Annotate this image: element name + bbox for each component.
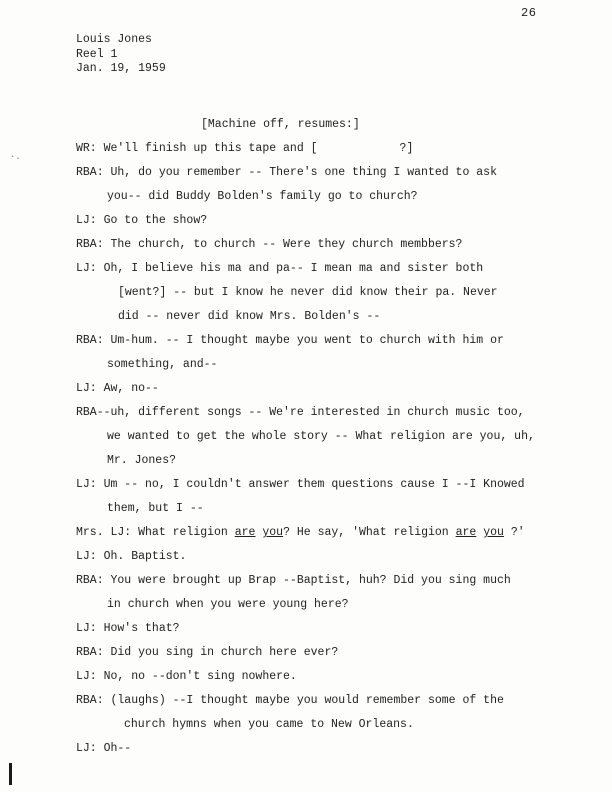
underlined-word: are xyxy=(455,526,477,539)
line-text: ?] xyxy=(399,142,414,155)
transcript-line: RBA: Did you sing in church here ever? xyxy=(76,646,339,659)
transcript-line: RBA--uh, different songs -- We're interested in church music too, xyxy=(76,406,525,419)
transcript-line: LJ: Oh-- xyxy=(76,742,132,755)
transcript-line: RBA: (laughs) --I thought maybe you would remember some of the xyxy=(76,694,504,707)
transcript-line: LJ: No, no --don't sing nowhere. xyxy=(76,670,297,683)
underlined-word: you xyxy=(262,526,284,539)
transcript-line: LJ: Aw, no-- xyxy=(76,382,159,395)
interviewee-name: Louis Jones xyxy=(76,33,152,46)
transcript-line: we wanted to get the whole story -- What religion are you, uh, xyxy=(107,430,535,443)
transcript-line: Mr. Jones? xyxy=(107,454,177,467)
transcript-line: them, but I -- xyxy=(107,502,204,515)
transcript-line: in church when you were young here? xyxy=(107,598,349,611)
underlined-word: are xyxy=(234,526,256,539)
transcript-line: RBA: The church, to church -- Were they church membbers? xyxy=(76,238,463,251)
transcript-line: RBA: You were brought up Brap --Baptist, huh? Did you sing much xyxy=(76,574,511,587)
scan-speck: ·. xyxy=(10,152,21,162)
transcript-line xyxy=(76,142,413,155)
transcript-line: RBA: Um-hum. -- I thought maybe you went to church with him or xyxy=(76,334,504,347)
line-text: Mrs. LJ: What religion xyxy=(76,526,235,539)
transcript-line xyxy=(76,526,525,539)
transcript-header xyxy=(76,33,166,77)
line-text: ? He say, 'What religion xyxy=(283,526,456,539)
transcript-line: church hymns when you came to New Orleans. xyxy=(124,718,414,731)
transcript-line: LJ: Oh, I believe his ma and pa-- I mean ma and sister both xyxy=(76,262,484,275)
transcript-line: did -- never did know Mrs. Bolden's -- xyxy=(118,310,381,323)
transcript-line: RBA: Uh, do you remember -- There's one thing I wanted to ask xyxy=(76,166,497,179)
transcript-line: something, and-- xyxy=(107,358,218,371)
underlined-word: you xyxy=(483,526,504,539)
page-number: 26 xyxy=(521,6,537,20)
line-text: ?' xyxy=(503,526,525,539)
machine-note: [Machine off, resumes:] xyxy=(201,118,360,131)
scan-edge-mark xyxy=(9,763,12,785)
transcript-line: LJ: How's that? xyxy=(76,622,180,635)
transcript-line: you-- did Buddy Bolden's family go to church? xyxy=(107,190,418,203)
line-text: WR: We'll finish up this tape and [ xyxy=(76,142,318,155)
transcript-line: LJ: Um -- no, I couldn't answer them questions cause I --I Knowed xyxy=(76,478,525,491)
interview-date: Jan. 19, 1959 xyxy=(76,62,166,75)
transcript-line: LJ: Go to the show? xyxy=(76,214,208,227)
reel-label: Reel 1 xyxy=(76,47,118,61)
transcript-line: LJ: Oh. Baptist. xyxy=(76,550,187,563)
transcript-line: [went?] -- but I know he never did know their pa. Never xyxy=(118,286,498,299)
